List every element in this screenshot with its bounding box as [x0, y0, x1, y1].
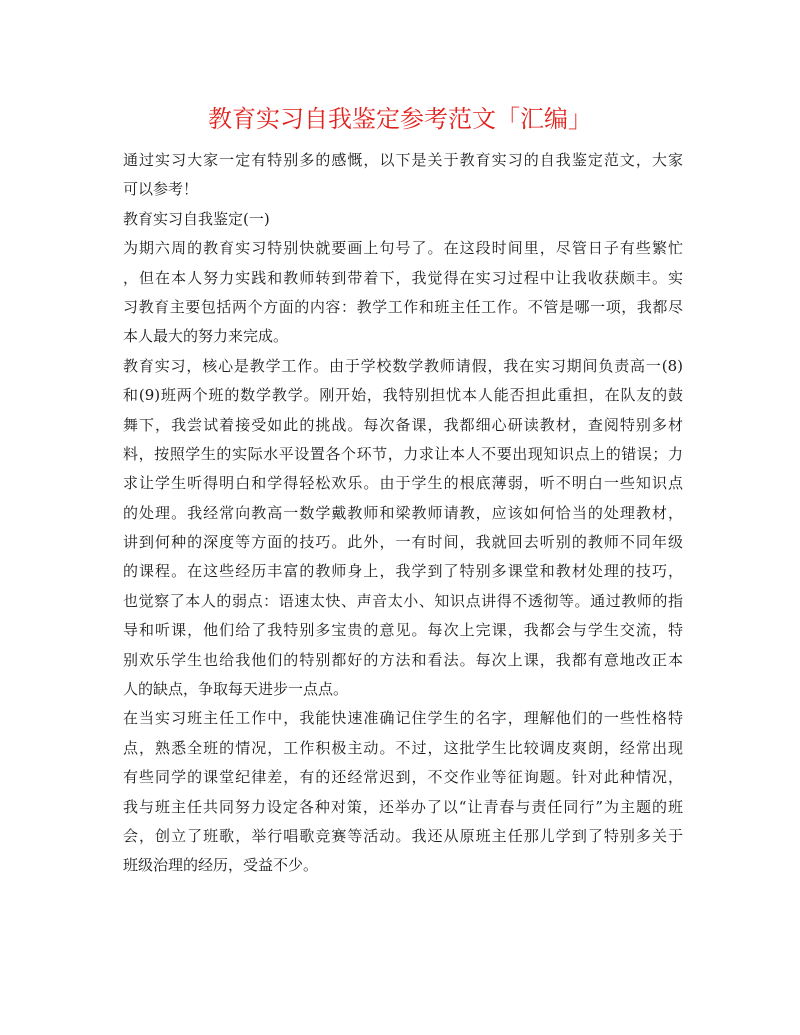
text-line: 为期六周的教育实习特别快就要画上句号了。在这段时间里，尽管日子有些繁忙 [123, 239, 683, 258]
text-line: 教育实习自我鉴定(一) [123, 209, 270, 228]
text-line: 和(9)班两个班的数学教学。刚开始，我特别担忧本人能否担此重担，在队友的鼓 [123, 386, 683, 405]
text-line: 人的缺点，争取每天进步一点点。 [123, 680, 349, 699]
document-body [123, 146, 683, 881]
text-line: 求让学生听得明白和学得轻松欢乐。由于学生的根底薄弱，听不明白一些知识点 [123, 474, 683, 493]
text-line: 点，熟悉全班的情况，工作积极主动。不过，这批学生比较调皮爽朗，经常出现 [123, 738, 683, 757]
text-line: ，但在本人努力实践和教师转到带着下，我觉得在实习过程中让我收获颇丰。实 [123, 268, 683, 287]
text-line: 在当实习班主任工作中，我能快速准确记住学生的名字，理解他们的一些性格特 [123, 709, 683, 728]
text-line: 舞下，我尝试着接受如此的挑战。每次备课，我都细心研读教材，查阅特别多材 [123, 415, 683, 434]
text-line: 通过实习大家一定有特别多的感慨，以下是关于教育实习的自我鉴定范文，大家 [123, 151, 683, 169]
text-line: 的课程。在这些经历丰富的教师身上，我学到了特别多课堂和教材处理的技巧， [123, 562, 683, 581]
text-line: 我与班主任共同努力设定各种对策，还举办了以“让青春与责任同行”为主题的班 [123, 797, 683, 816]
document-title: 教育实习自我鉴定参考范文「汇编」 [208, 105, 592, 133]
text-line: 教育实习，核心是教学工作。由于学校数学教师请假，我在实习期间负责高一(8) [123, 356, 683, 375]
text-line: 的处理。我经常向教高一数学戴教师和梁教师请教，应该如何恰当的处理教材， [123, 503, 683, 522]
text-line: 别欢乐学生也给我他们的特别都好的方法和看法。每次上课，我都有意地改正本 [123, 650, 683, 669]
text-line: 讲到何种的深度等方面的技巧。此外，一有时间，我就回去听别的教师不同年级 [123, 533, 683, 552]
text-line: 会，创立了班歌，举行唱歌竞赛等活动。我还从原班主任那儿学到了特别多关于 [123, 826, 683, 845]
text-line: 习教育主要包括两个方面的内容：教学工作和班主任工作。不管是哪一项，我都尽 [123, 297, 683, 316]
text-line: 有些同学的课堂纪律差，有的还经常迟到，不交作业等征询题。针对此种情况， [123, 768, 683, 787]
text-line: 可以参考！ [123, 180, 199, 199]
text-line: 料，按照学生的实际水平设置各个环节，力求让本人不要出现知识点上的错误；力 [123, 444, 683, 463]
text-line: 导和听课，他们给了我特别多宝贵的意见。每次上完课，我都会与学生交流，特 [123, 621, 683, 640]
text-line: 也觉察了本人的弱点：语速太快、声音太小、知识点讲得不透彻等。通过教师的指 [123, 591, 683, 610]
text-line: 本人最大的努力来完成。 [123, 327, 289, 346]
text-line: 班级治理的经历，受益不少。 [123, 856, 319, 875]
